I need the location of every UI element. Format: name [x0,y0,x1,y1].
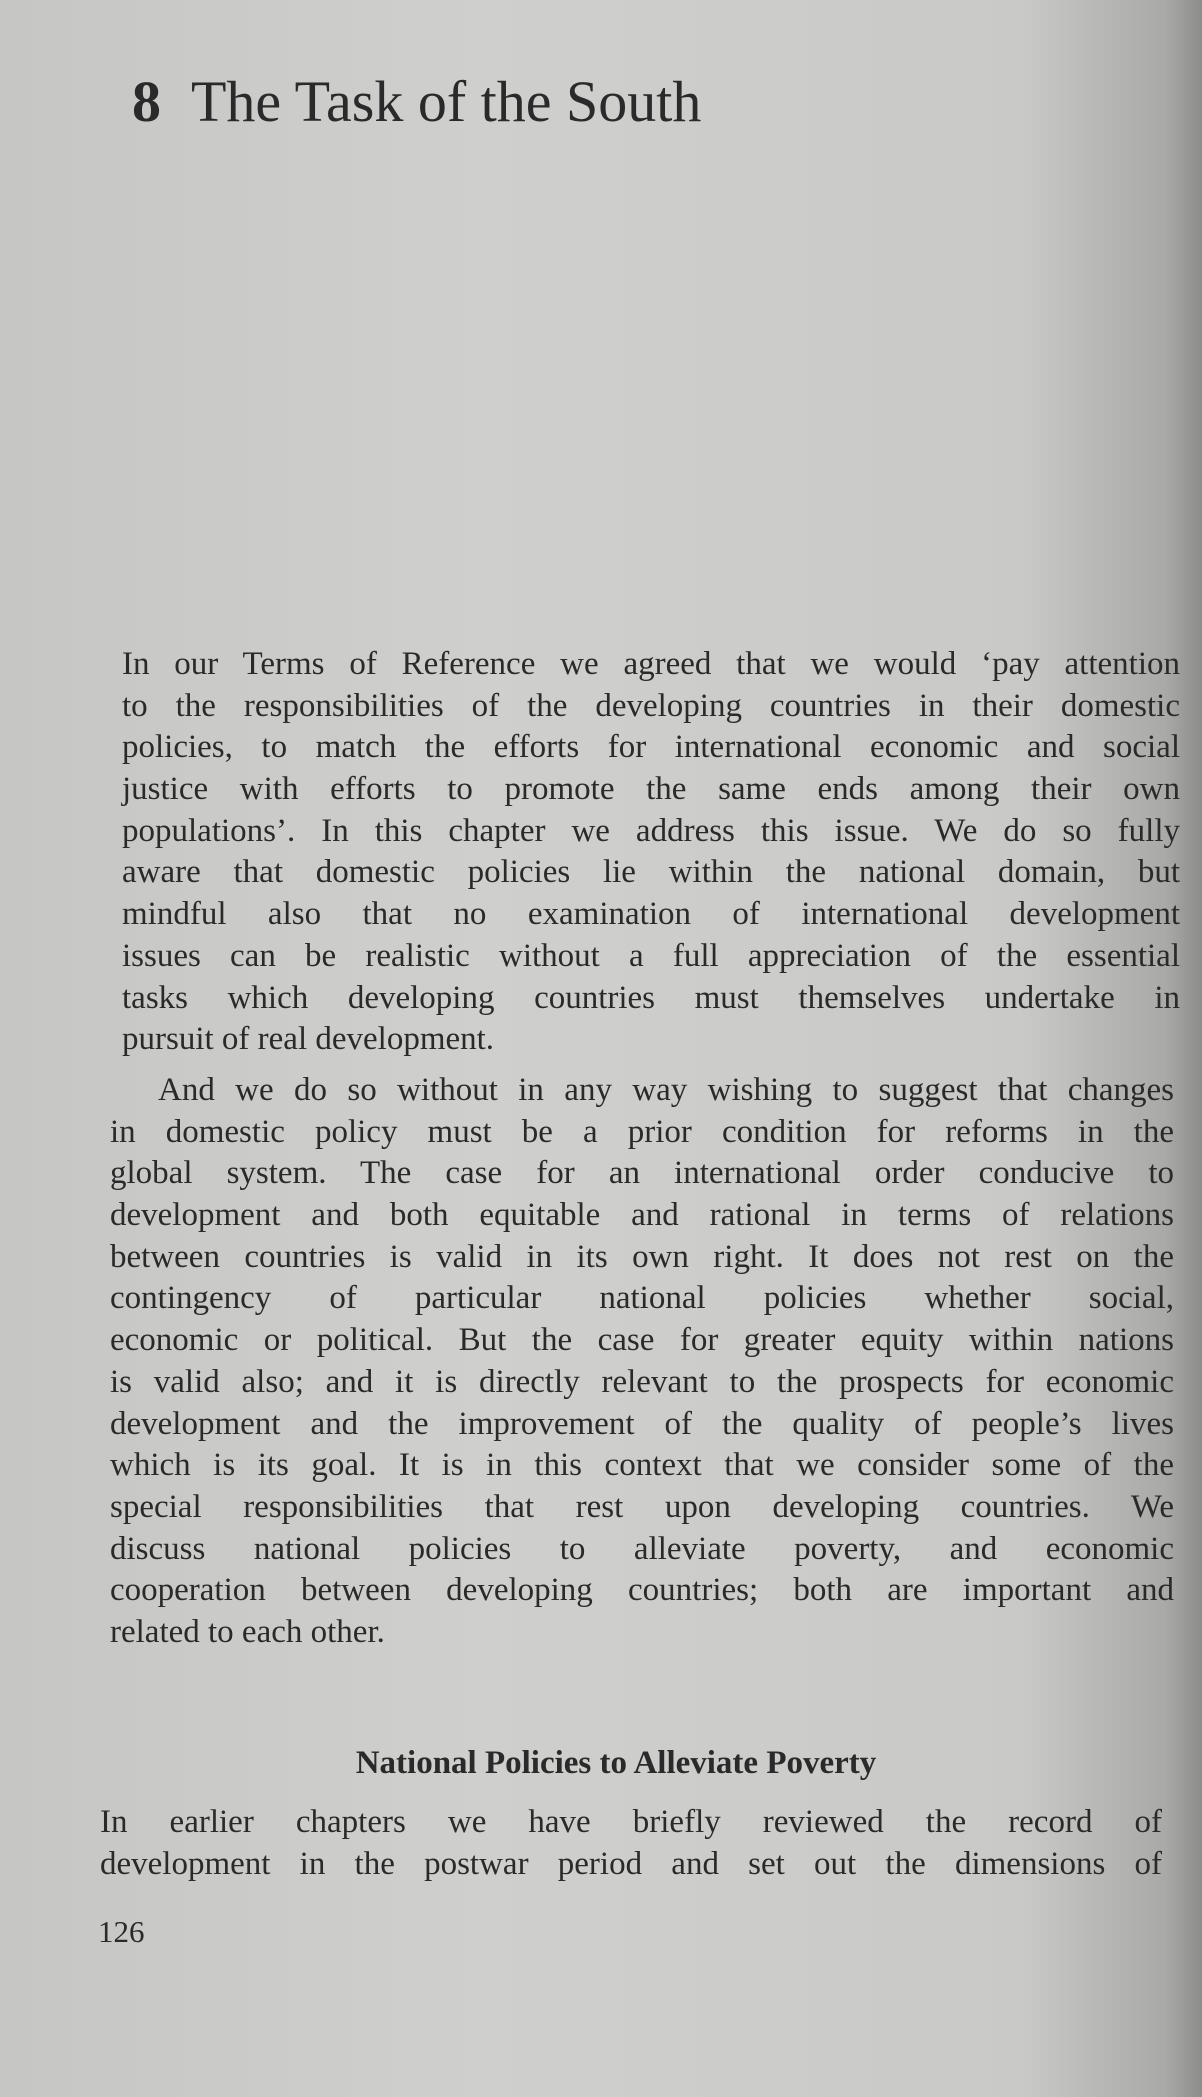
section-heading: National Policies to Alleviate Poverty [355,1745,877,1781]
page-number: 126 [98,1914,145,1949]
text-line: discuss national policies to alleviate poverty, and economic [110,1530,1174,1567]
text-line: pursuit of real development. [122,1021,495,1058]
text-line: tasks which developing countries must themselves undertake in [122,979,1180,1016]
text-line: development and both equitable and rational in terms of relations [110,1197,1174,1234]
paragraph-1 [122,644,1180,1061]
chapter-number: 8 [132,69,161,134]
text-line: related to each other. [110,1613,385,1650]
text-line: global system. The case for an international order conducive to [110,1155,1174,1192]
text-line: In our Terms of Reference we agreed that we would ‘pay attention [122,646,1180,682]
text-line: justice with efforts to promote the same ends among their own [122,771,1180,808]
text-line: in domestic policy must be a prior condition for reforms in the [110,1113,1174,1150]
text-line: is valid also; and it is directly relevant to the prospects for economic [110,1363,1174,1400]
text-line: issues can be realistic without a full appreciation of the essential [122,937,1180,974]
text-line: development and the improvement of the quality of people’s lives [110,1405,1174,1442]
chapter-title [132,68,701,135]
chapter-title-text: The Task of the South [191,69,702,134]
text-line: contingency of particular national policies whether social, [110,1280,1174,1317]
text-line: In earlier chapters we have briefly reviewed the record of [100,1804,1162,1840]
text-line: aware that domestic policies lie within the national domain, but [122,854,1180,891]
text-line: development in the postwar period and set out the dimensions of [100,1845,1162,1882]
text-line: special responsibilities that rest upon developing countries. We [110,1488,1174,1525]
paragraph-2 [110,1070,1174,1654]
text-line: economic or political. But the case for greater equity within nations [110,1322,1174,1359]
text-line: which is its goal. It is in this context that we consider some of the [110,1447,1174,1484]
text-line: policies, to match the efforts for international economic and social [122,729,1180,766]
text-line: mindful also that no examination of international development [122,896,1180,933]
text-line: to the responsibilities of the developing countries in their domestic [122,687,1180,724]
paragraph-3 [100,1802,1162,1885]
text-line: between countries is valid in its own right. It does not rest on the [110,1238,1174,1275]
text-line: cooperation between developing countries; both are important and [110,1572,1174,1609]
text-line: And we do so without in any way wishing to suggest that changes [158,1072,1174,1108]
text-line: populations’. In this chapter we address this issue. We do so fully [122,812,1180,849]
